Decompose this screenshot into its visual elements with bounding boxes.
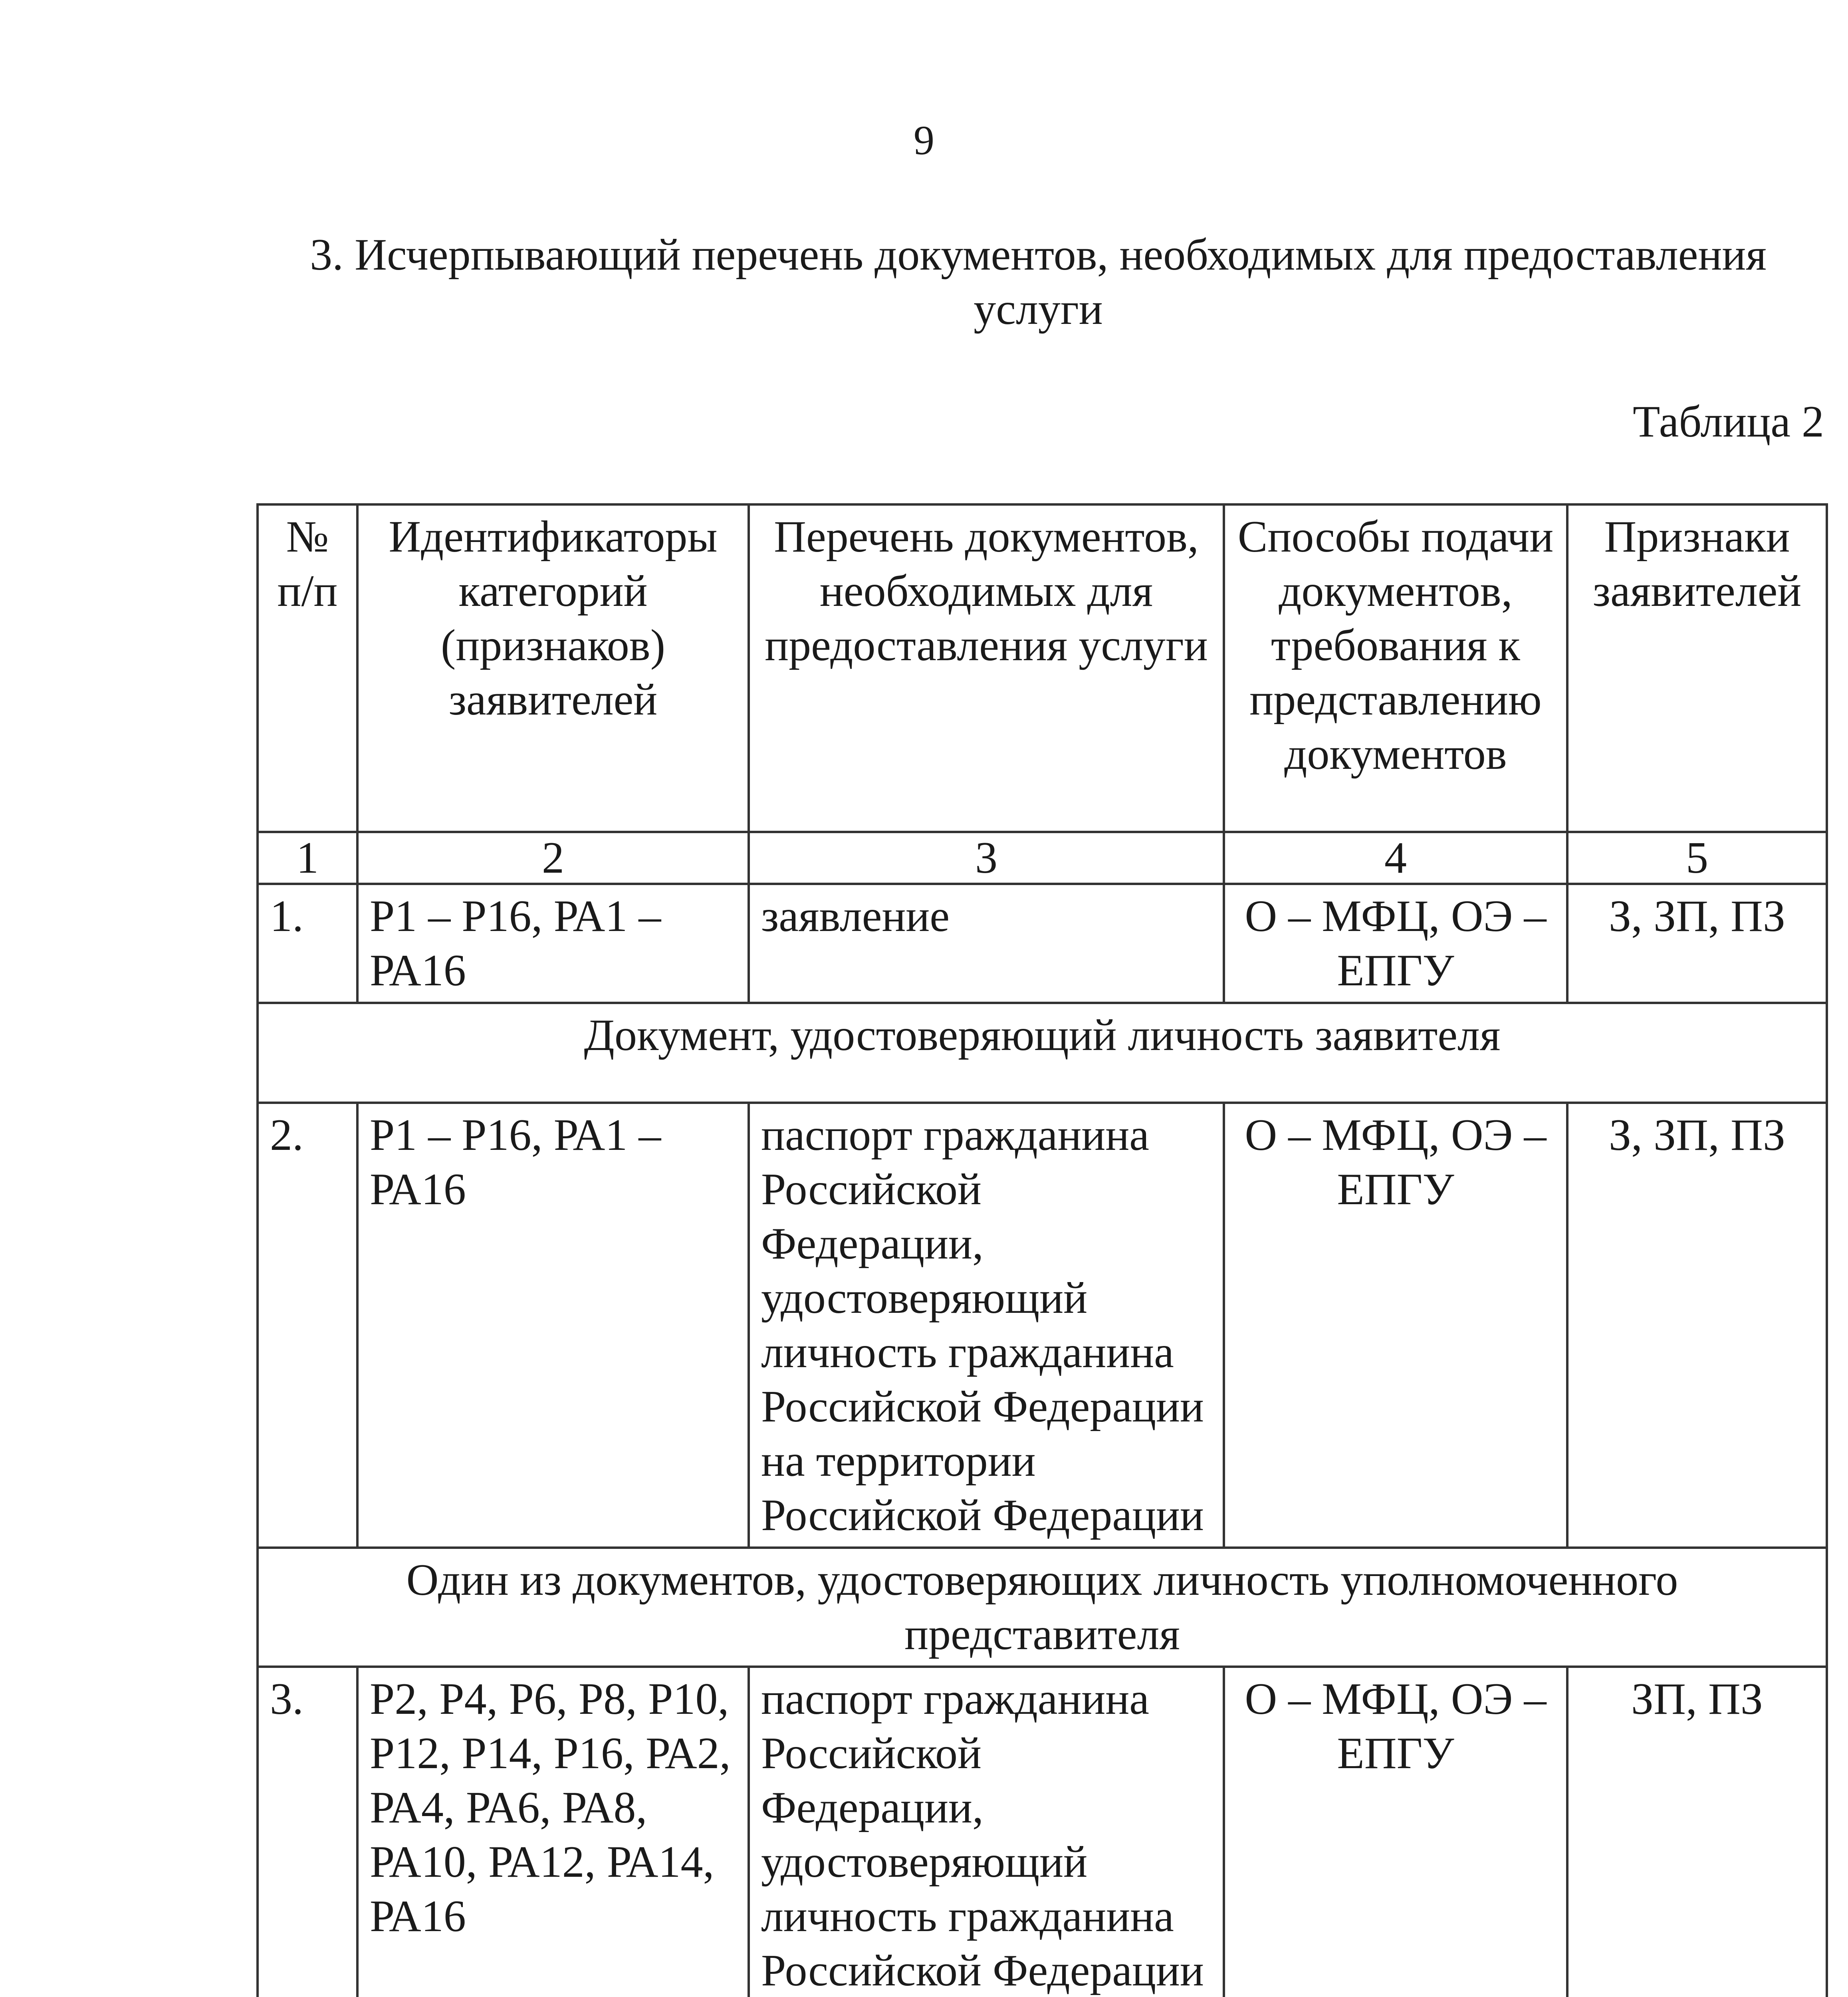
row-categories: Р1 – Р16, РА1 – РА16	[357, 1103, 749, 1548]
header-number: № п/п	[258, 504, 357, 832]
section-title-line-1: 3. Исчерпывающий перечень документов, необходимых для предоставления	[310, 230, 1767, 280]
row-number: 1.	[258, 884, 357, 1003]
row-document: паспорт гражданина Российской Федерации, удостоверяющий личность гражданина Российской Федерации	[749, 1667, 1224, 1997]
table-row	[258, 1667, 1827, 1997]
column-number: 1	[258, 832, 357, 884]
page-number: 9	[914, 117, 934, 163]
section-row-representative	[258, 1548, 1827, 1667]
header-submission-methods: Способы подачи документов, требования к представлению документов	[1224, 504, 1567, 832]
column-number: 4	[1224, 832, 1567, 884]
row-methods: О – МФЦ, ОЭ – ЕПГУ	[1224, 1667, 1567, 1997]
row-categories: Р2, Р4, Р6, Р8, Р10, Р12, Р14, Р16, РА2, РА4, РА6, РА8, РА10, РА12, РА14, РА16	[357, 1667, 749, 1997]
documents-table	[256, 503, 1828, 1997]
table-row	[258, 884, 1827, 1003]
section-title-line-2: услуги	[974, 284, 1103, 334]
table-row	[258, 1103, 1827, 1548]
table-caption: Таблица 2	[1632, 397, 1824, 447]
section-title	[256, 228, 1821, 336]
header-applicant-signs: Признаки заявителей	[1567, 504, 1827, 832]
row-document: паспорт гражданина Российской Федерации, удостоверяющий личность гражданина Российской Федерации на территории Российской Федерации	[749, 1103, 1224, 1548]
section-row-identity	[258, 1003, 1827, 1103]
column-number-row	[258, 832, 1827, 884]
row-signs: З, ЗП, ПЗ	[1567, 884, 1827, 1003]
row-methods: О – МФЦ, ОЭ – ЕПГУ	[1224, 1103, 1567, 1548]
row-methods: О – МФЦ, ОЭ – ЕПГУ	[1224, 884, 1567, 1003]
column-number: 2	[357, 832, 749, 884]
column-number: 5	[1567, 832, 1827, 884]
header-categories: Идентификаторы категорий (признаков) заявителей	[357, 504, 749, 832]
table-header-row	[258, 504, 1827, 832]
header-documents: Перечень документов, необходимых для предоставления услуги	[749, 504, 1224, 832]
row-signs: ЗП, ПЗ	[1567, 1667, 1827, 1997]
row-number: 3.	[258, 1667, 357, 1997]
row-number: 2.	[258, 1103, 357, 1548]
column-number: 3	[749, 832, 1224, 884]
row-signs: З, ЗП, ПЗ	[1567, 1103, 1827, 1548]
section-heading: Документ, удостоверяющий личность заявителя	[258, 1003, 1827, 1103]
row-categories: Р1 – Р16, РА1 – РА16	[357, 884, 749, 1003]
row-document: заявление	[749, 884, 1224, 1003]
section-heading: Один из документов, удостоверяющих личность уполномоченного представителя	[258, 1548, 1827, 1667]
